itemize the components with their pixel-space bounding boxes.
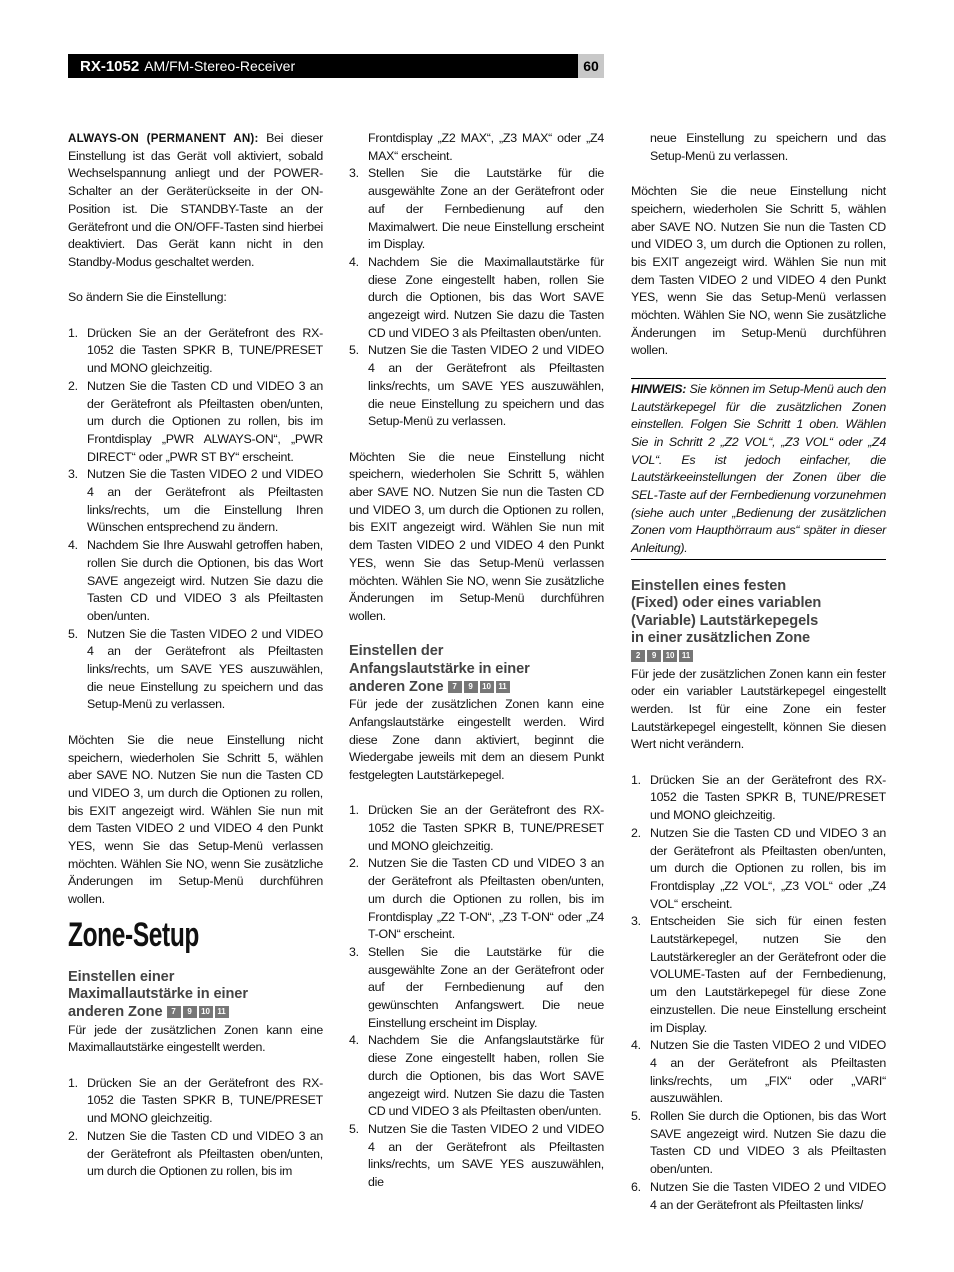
steps-list <box>349 802 604 1191</box>
list-item: 2. Nutzen Sie die Tasten CD und VIDEO 3 an der Gerätefront als Pfeiltasten oben/unten, um durch die Optionen zu rollen, bis im Frontdisplay „Z2 VOL“, „Z3 VOL“ oder „Z4 VOL“ erscheint. <box>631 825 886 911</box>
column-3 <box>631 130 886 1214</box>
list-item: 5. Rollen Sie durch die Optionen, bis das Wort SAVE angezeigt wird. Nutzen Sie dazu die Tasten CD und VIDEO 3 als Pfeiltasten oben/unten. <box>631 1109 886 1177</box>
model-badges: 7 9 10 11 <box>448 681 510 693</box>
page-header <box>68 54 578 78</box>
list-item: neue Einstellung zu speichern und das Setup-Menü zu verlassen. <box>650 131 886 163</box>
always-on-label: ALWAYS-ON (PERMANENT AN): <box>68 132 259 145</box>
note-label: HINWEIS: <box>631 381 687 396</box>
list-item: 5. Nutzen Sie die Tasten VIDEO 2 und VIDEO 4 an der Gerätefront als Pfeiltasten links/rechts, um SAVE YES auszuwählen, die <box>349 1122 604 1190</box>
list-item: 4. Nachdem Sie die Anfangslautstärke für diese Zone eingestellt haben, rollen Sie durch die Optionen, bis das Wort SAVE angezeigt wird. Nutzen Sie dazu die Tasten CD und VIDEO 3 als Pfeiltasten oben/unten. <box>349 1033 604 1119</box>
list-item: 1. Drücken Sie an der Gerätefront des RX-1052 die Tasten SPKR B, TUNE/PRESET und MONO gleichzeitig. <box>68 1075 323 1126</box>
list-item: 2. Nutzen Sie die Tasten CD und VIDEO 3 an der Gerätefront als Pfeiltasten oben/unten, um durch die Optionen zu rollen, bis im Frontdisplay „PWR ALWAYS-ON“, „PWR DIRECT“ oder „PWR ST BY“ erscheint. <box>68 378 323 464</box>
list-item: 5. Nutzen Sie die Tasten VIDEO 2 und VIDEO 4 an der Gerätefront als Pfeiltasten links/rechts, um SAVE YES auszuwählen, die neue Einstellung zu speichern und das Setup-Menü zu verlassen. <box>68 626 323 712</box>
column-1 <box>68 130 323 1181</box>
subsection-heading: Einstellen einer Maximallautstärke in einer anderen Zone 7 9 10 11 <box>68 968 248 1021</box>
model-subtitle: AM/FM-Stereo-Receiver <box>144 58 296 74</box>
note-box <box>631 378 886 560</box>
steps-list <box>68 325 323 714</box>
model-badges: 7 9 10 11 <box>167 1006 229 1018</box>
no-save-paragraph: Möchten Sie die neue Einstellung nicht speichern, wiederholen Sie Schritt 5, wählen aber SAVE NO. Nutzen Sie nun die Tasten CD und VIDEO 3, um durch die Optionen zu rollen, bis EXIT angezeigt wird. Wählen Sie nun mit dem Tasten VIDEO 2 und VIDEO 4 den Punkt YES, wenn Sie das Setup-Menü verlassen möchten. Wählen Sie NO, wenn Sie zusätzliche Änderungen im Setup-Menü durchführen wollen. <box>349 449 604 623</box>
start-intro: Für jede der zusätzlichen Zonen kann eine Anfangslautstärke eingestellt werden. Wird diese Zone dann aktiviert, beginnt die Wiedergabe jeweils mit dem an diesem Punkt festgelegten Lautstärkepegel. <box>349 697 604 782</box>
always-on-text: Bei dieser Einstellung ist das Gerät voll aktiviert, sobald Wechselspannung anliegt und der POWER-Schalter an der Geräterückseite in der ON-Position ist. Die STANDBY-Taste an der Gerätefront und die ON/OFF-Tasten sind hierbei deaktiviert. Das Gerät kann nicht in den Standby-Modus geschaltet werden. <box>68 131 323 269</box>
list-item: 2. Nutzen Sie die Tasten CD und VIDEO 3 an der Gerätefront als Pfeiltasten oben/unten, um durch die Optionen zu rollen, bis im Frontdisplay „Z2 T-ON“, „Z3 T-ON“ oder „Z4 T-ON“ erscheint. <box>349 856 604 942</box>
no-save-paragraph: Möchten Sie die neue Einstellung nicht speichern, wiederholen Sie Schritt 5, wählen aber SAVE NO. Nutzen Sie nun die Tasten CD und VIDEO 3, um durch die Optionen zu rollen, bis EXIT angezeigt wird. Wählen Sie nun mit dem Tasten VIDEO 2 und VIDEO 4 den Punkt YES, wenn Sie das Setup-Menü verlassen möchten. Wählen Sie NO, wenn Sie zusätzliche Änderungen im Setup-Menü durchführen wollen. <box>68 732 323 907</box>
list-item: 4. Nutzen Sie die Tasten VIDEO 2 und VIDEO 4 an der Gerätefront als Pfeiltasten links/rechts, um „FIX“ oder „VARI“ auszuwählen. <box>631 1038 886 1106</box>
steps-list <box>349 130 604 431</box>
subsection-heading: Einstellen eines festen (Fixed) oder eines variablen (Variable) Lautstärkepegels in einer zusätzlichen Zone 2 9 10 11 <box>631 577 822 661</box>
fixed-intro: Für jede der zusätzlichen Zonen kann ein fester oder ein variabler Lautstärkepegel eingestellt werden. Ist für eine Zone ein fester Lautstärkepegel eingestellt, können Sie diesen Wert nicht verändern. <box>631 666 886 752</box>
list-item: 3. Nutzen Sie die Tasten VIDEO 2 und VIDEO 4 an der Gerätefront als Pfeiltasten links/rechts, um die Einstellung Ihren Wünschen entsprechend zu ändern. <box>68 467 323 535</box>
always-on-paragraph <box>68 130 323 272</box>
list-item: 1. Drücken Sie an der Gerätefront des RX-1052 die Tasten SPKR B, TUNE/PRESET und MONO gleichzeitig. <box>631 772 886 823</box>
list-item: 5. Nutzen Sie die Tasten VIDEO 2 und VIDEO 4 an der Gerätefront als Pfeiltasten links/rechts, um SAVE YES auszuwählen, die neue Einstellung zu speichern und das Setup-Menü zu verlassen. <box>349 343 604 429</box>
steps-list <box>631 772 886 1215</box>
note-text: Sie können im Setup-Menü auch den Lautstärkepegel für die zusätzlichen Zonen einstellen. Folgen Sie Schritt 1 oben. Wählen Sie in Schritt 2 „Z2 VOL“, „Z3 VOL“ oder „Z4 VOL“. Es ist jedoch einfacher, die Lautstärkeeinstellungen der Zonen über die SEL-Taste auf der Fernbedienung vorzunehmen (siehe auch unter „Bedienung der zusätzlichen Zonen vom Haupthörraum aus“ später in dieser Anleitung). <box>631 381 887 556</box>
list-item: 3. Entscheiden Sie sich für einen festen Lautstärkepegel, nutzen Sie den Lautstärkeregler an der Gerätefront oder die VOLUME-Tasten auf der Fernbedienung, um den Lautstärkepegel für diese Zone einzustellen. Die neue Einstellung erscheint im Display. <box>631 914 886 1035</box>
max-intro: Für jede der zusätzlichen Zonen kann eine Maximallautstärke eingestellt werden. <box>68 1022 323 1055</box>
list-item: 2. Nutzen Sie die Tasten CD und VIDEO 3 an der Gerätefront als Pfeiltasten oben/unten, um durch die Optionen zu rollen, bis im <box>68 1128 323 1179</box>
list-item: 3. Stellen Sie die Lautstärke für die ausgewählte Zone an der Gerätefront oder auf der Fernbedienung auf den gewünschten Anfangswert. Die neue Einstellung erscheint im Display. <box>349 944 604 1030</box>
column-2 <box>349 130 604 1192</box>
list-item: 1. Drücken Sie an der Gerätefront des RX-1052 die Tasten SPKR B, TUNE/PRESET und MONO gleichzeitig. <box>349 803 604 853</box>
steps-list <box>68 1075 323 1181</box>
no-save-paragraph: Möchten Sie die neue Einstellung nicht speichern, wiederholen Sie Schritt 5, wählen aber SAVE NO. Nutzen Sie nun die Tasten CD und VIDEO 3, um durch die Optionen zu rollen, bis EXIT angezeigt wird. Wählen Sie nun mit dem Tasten VIDEO 2 und VIDEO 4 den Punkt YES, wenn Sie das Setup-Menü verlassen möchten. Wählen Sie NO, wenn Sie zusätzliche Änderungen im Setup-Menü durchführen wollen. <box>631 184 886 358</box>
list-item: 3. Stellen Sie die Lautstärke für die ausgewählte Zone an der Gerätefront oder auf der Fernbedienung auf den Maximalwert. Die neue Einstellung erscheint im Display. <box>349 166 604 252</box>
section-title: Zone-Setup <box>68 915 200 954</box>
change-intro: So ändern Sie die Einstellung: <box>68 290 227 305</box>
list-item: Frontdisplay „Z2 MAX“, „Z3 MAX“ oder „Z4 MAX“ erscheint. <box>368 131 604 163</box>
list-item: 4. Nachdem Sie die Maximallautstärke für diese Zone eingestellt haben, rollen Sie durch die Optionen, bis das Wort SAVE angezeigt wird. Nutzen Sie dazu die Tasten CD und VIDEO 3 als Pfeiltasten oben/unten. <box>349 254 604 340</box>
list-item: 4. Nachdem Sie Ihre Auswahl getroffen haben, rollen Sie durch die Optionen, bis das Wort SAVE angezeigt wird. Nutzen Sie dazu die Tasten CD und VIDEO 3 als Pfeiltasten oben/unten. <box>68 538 323 623</box>
model-name: RX-1052 <box>80 57 140 75</box>
model-badges: 2 9 10 11 <box>631 650 693 662</box>
steps-list <box>631 130 886 165</box>
list-item: 1. Drücken Sie an der Gerätefront des RX-1052 die Tasten SPKR B, TUNE/PRESET und MONO gleichzeitig. <box>68 325 323 376</box>
page-number: 60 <box>578 54 604 78</box>
list-item: 6. Nutzen Sie die Tasten VIDEO 2 und VIDEO 4 an der Gerätefront als Pfeiltasten links/ <box>631 1179 886 1212</box>
subsection-heading: Einstellen der Anfangslautstärke in einer anderen Zone 7 9 10 11 <box>349 643 530 695</box>
